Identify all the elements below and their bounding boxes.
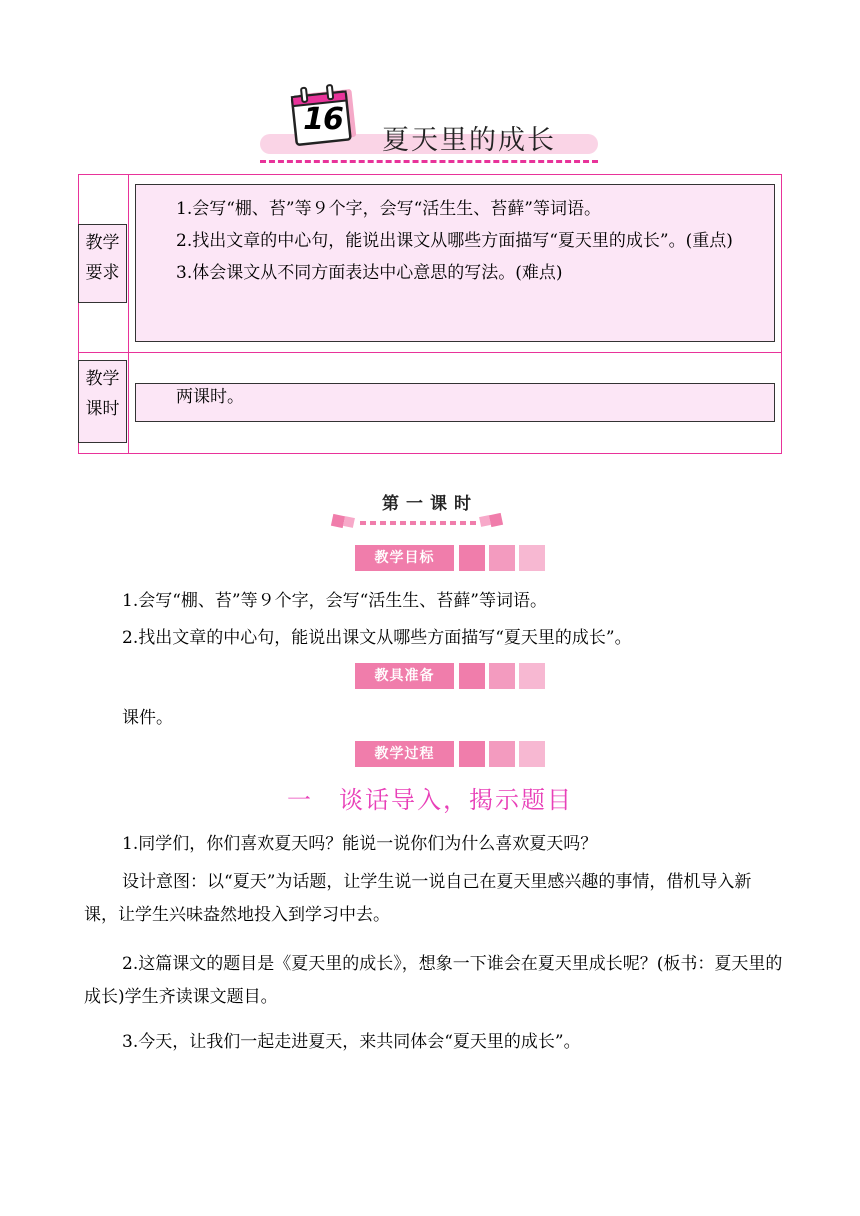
tag-square xyxy=(519,663,545,689)
objective-item: 2.找出文章的中心句，能说出课文从哪些方面描写“夏天里的成长”。 xyxy=(122,628,632,648)
requirement-item: 1.会写“棚、苔”等９个字，会写“活生生、苔藓”等词语。 xyxy=(176,199,601,219)
tag-square xyxy=(459,741,485,767)
requirement-item: 2.找出文章的中心句，能说出课文从哪些方面描写“夏天里的成长”。(重点) xyxy=(176,231,733,251)
materials-tag-label: 教具准备 xyxy=(355,663,454,689)
tag-square xyxy=(489,663,515,689)
table-column-divider xyxy=(128,174,129,454)
process-tag-label: 教学过程 xyxy=(355,741,454,767)
tag-square xyxy=(459,663,485,689)
table-border-top xyxy=(78,174,782,175)
tag-square xyxy=(519,545,545,571)
tag-square xyxy=(459,545,485,571)
objectives-tag-label: 教学目标 xyxy=(355,545,454,571)
tag-square xyxy=(489,545,515,571)
requirements-box xyxy=(135,184,775,342)
process-paragraph: 2.这篇课文的题目是《夏天里的成长》，想象一下谁会在夏天里成长呢？(板书：夏天里的成长)学生齐读课文题目。 xyxy=(84,954,783,1007)
table-row-divider xyxy=(78,352,782,353)
hours-box xyxy=(135,383,775,422)
header-dashed-line xyxy=(260,160,598,163)
lesson-header xyxy=(258,80,602,166)
requirement-item: 3.体会课文从不同方面表达中心意思的写法。(难点) xyxy=(176,263,563,283)
process-paragraph: 1.同学们，你们喜欢夏天吗？能说一说你们为什么喜欢夏天吗？ xyxy=(122,834,598,854)
process-paragraph: 设计意图：以“夏天”为话题，让学生说一说自己在夏天里感兴趣的事情，借机导入新课，让学生兴味盎然地投入到学习中去。 xyxy=(84,872,752,925)
lesson-title: 夏天里的成长 xyxy=(382,125,556,156)
tag-square xyxy=(489,741,515,767)
info-table xyxy=(78,174,782,454)
objective-item: 1.会写“棚、苔”等９个字，会写“活生生、苔藓”等词语。 xyxy=(122,591,547,611)
section-title: 第一课时 xyxy=(382,494,478,514)
process-paragraph: 3.今天，让我们一起走进夏天，来共同体会“夏天里的成长”。 xyxy=(122,1032,581,1052)
requirements-label: 教学要求 xyxy=(78,224,127,303)
table-border-bottom xyxy=(78,453,782,454)
tag-square xyxy=(519,741,545,767)
materials-text: 课件。 xyxy=(122,708,173,728)
table-border-right xyxy=(781,174,782,454)
step-heading: 一 谈话导入，揭示题目 xyxy=(287,786,573,814)
section-title-decoration xyxy=(330,512,505,532)
hours-text: 两课时。 xyxy=(176,387,244,407)
hours-label: 教学课时 xyxy=(78,360,127,443)
lesson-number: 16 xyxy=(303,102,343,137)
